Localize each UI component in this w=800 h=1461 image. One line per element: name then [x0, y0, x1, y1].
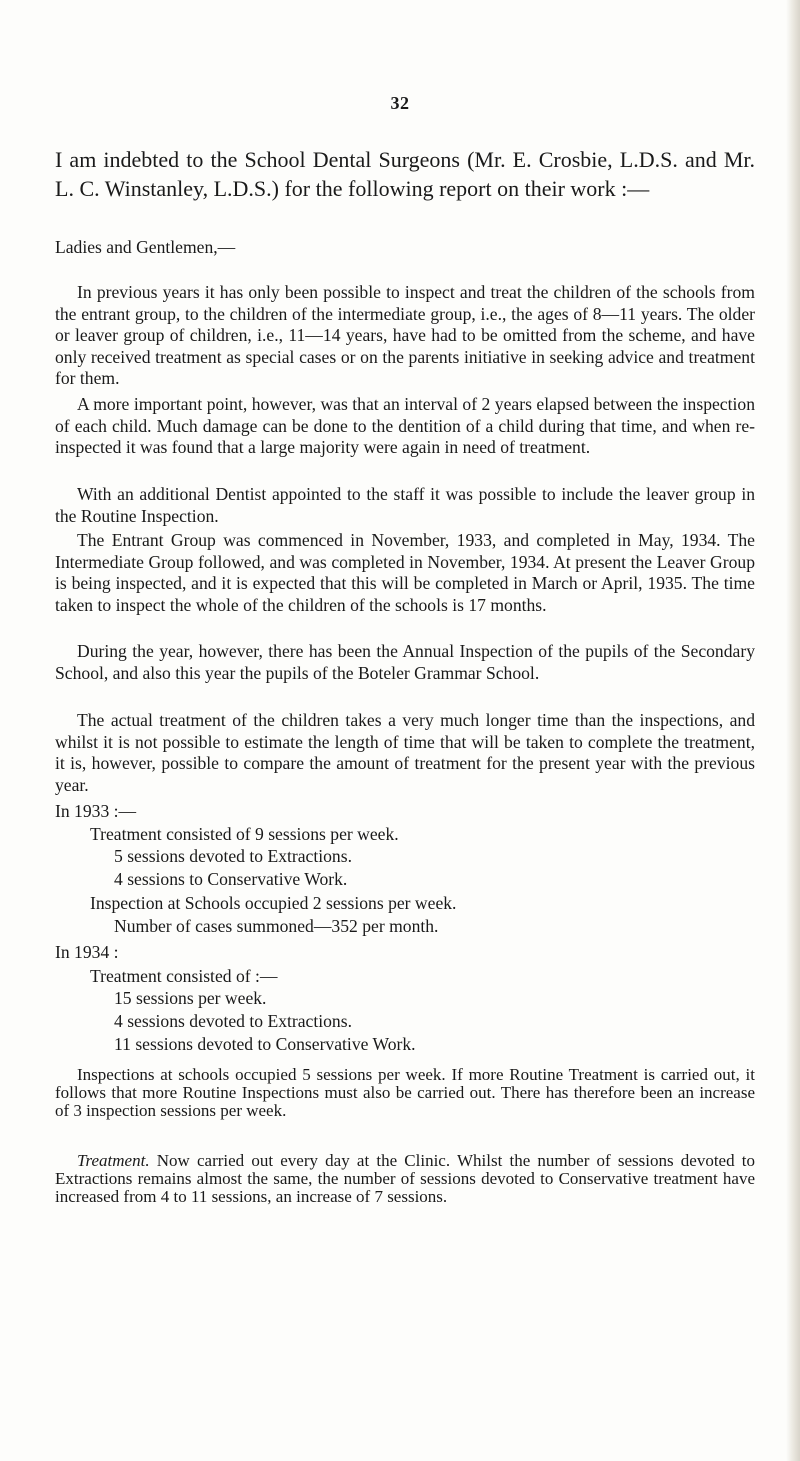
salutation: Ladies and Gentlemen,—: [55, 237, 236, 257]
treatment-text: Now carried out every day at the Clinic. Whilst the number of sessions devoted to Extractions remains almost the same, the number of sessions devoted to Conservative treatment have increased from 4 to 11 sessions, an increase of 7 sessions.: [55, 1151, 755, 1207]
treatment-1933: Treatment consisted of 9 sessions per week.: [90, 824, 399, 844]
conservative-1933: 4 sessions to Conservative Work.: [114, 869, 348, 889]
paragraph-actual-treatment: The actual treatment of the children takes a very much longer time than the inspections, and whilst it is not possible to estimate the length of time that will be taken to complete the treatment, it is, however, possible to compare the amount of treatment for the present year with the previous year.: [55, 710, 755, 795]
sessions-1934: 15 sessions per week.: [114, 988, 267, 1008]
heading-1934: In 1934 :: [55, 942, 119, 962]
paragraph-annual-inspection: During the year, however, there has been the Annual Inspection of the pupils of the Secondary School, and also this year the pupils of the Boteler Grammar School.: [55, 641, 755, 683]
inspection-1933: Inspection at Schools occupied 2 sessions per week.: [90, 893, 457, 913]
paragraph-inspections: Inspections at schools occupied 5 sessions per week. If more Routine Treatment is carried out, it follows that more Routine Inspections must also be carried out. There has therefore been an increase of 3 inspection sessions per week.: [55, 1065, 755, 1121]
paragraph-previous-years: In previous years it has only been possible to inspect and treat the children of the schools from the entrant group, to the children of the intermediate group, i.e., the ages of 8—11 years. The older or leaver group of children, i.e., 11—14 years, have had to be omitted from the scheme, and have only received treatment as special cases or on the parents initiative in seeking advice and treatment for them.: [55, 282, 755, 388]
extractions-1934: 4 sessions devoted to Extractions.: [114, 1011, 352, 1031]
heading-1933: In 1933 :—: [55, 801, 137, 821]
page-edge-shadow: [786, 0, 800, 1461]
paragraph-treatment: [55, 1152, 755, 1207]
extractions-1933: 5 sessions devoted to Extractions.: [114, 846, 352, 866]
conservative-1934: 11 sessions devoted to Conservative Work.: [114, 1034, 416, 1054]
paragraph-additional-dentist: With an additional Dentist appointed to the staff it was possible to include the leaver group in the Routine Inspection.: [55, 484, 755, 526]
paragraph-groups: The Entrant Group was commenced in November, 1933, and completed in May, 1934. The Intermediate Group followed, and was completed in November, 1934. At present the Leaver Group is being inspected, and it is expected that this will be completed in March or April, 1935. The time taken to inspect the whole of the children of the schools is 17 months.: [55, 530, 755, 615]
paragraph-interval: A more important point, however, was that an interval of 2 years elapsed between the inspection of each child. Much damage can be done to the dentition of a child during that time, and when re-inspected it was found that a large majority were again in need of treatment.: [55, 394, 755, 457]
intro-paragraph: I am indebted to the School Dental Surgeons (Mr. E. Crosbie, L.D.S. and Mr. L. C. Winstanley, L.D.S.) for the following report on their work :—: [55, 147, 755, 201]
treatment-1934: Treatment consisted of :—: [90, 966, 278, 986]
page-number: 32: [390, 93, 410, 113]
cases-1933: Number of cases summoned—352 per month.: [114, 916, 439, 936]
treatment-label: Treatment.: [77, 1151, 150, 1170]
